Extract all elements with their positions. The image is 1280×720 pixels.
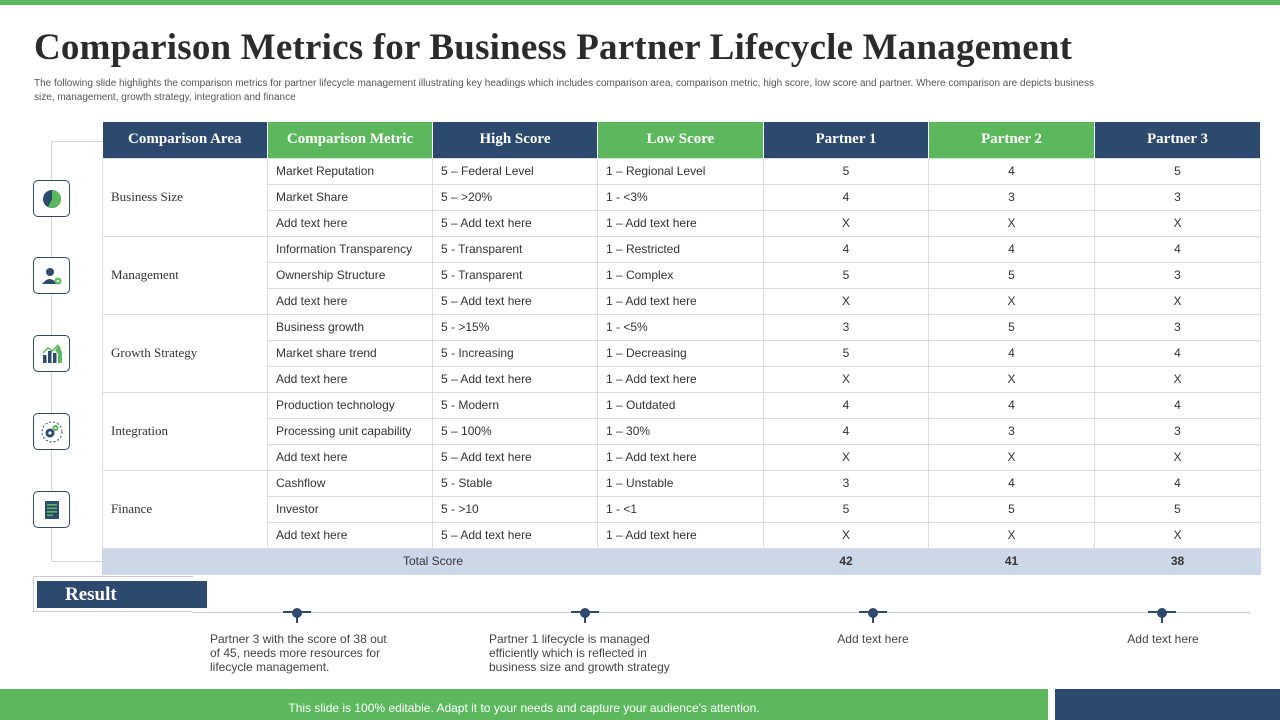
low-score-cell: 1 – Add text here [598, 210, 764, 236]
partner-2-cell: X [929, 366, 1095, 392]
pie-chart-icon [33, 180, 70, 217]
partner-3-cell: 4 [1095, 470, 1261, 496]
table-row [103, 444, 1261, 470]
total-partner-2: 41 [929, 548, 1095, 574]
high-score-cell: 5 - >10 [433, 496, 598, 522]
high-score-cell: 5 – 100% [433, 418, 598, 444]
header-low-score: Low Score [598, 122, 764, 158]
table-header-row [103, 122, 1261, 158]
metric-cell: Add text here [268, 444, 433, 470]
table-row [103, 236, 1261, 262]
table-row [103, 262, 1261, 288]
high-score-cell: 5 – Federal Level [433, 158, 598, 184]
total-score-label: Total Score [103, 548, 764, 574]
metric-cell: Market Share [268, 184, 433, 210]
partner-1-cell: 5 [764, 262, 929, 288]
partner-3-cell: 3 [1095, 314, 1261, 340]
metric-cell: Cashflow [268, 470, 433, 496]
table-row [103, 158, 1261, 184]
low-score-cell: 1 – Regional Level [598, 158, 764, 184]
high-score-cell: 5 - Transparent [433, 262, 598, 288]
high-score-cell: 5 - Transparent [433, 236, 598, 262]
header-partner-2: Partner 2 [929, 122, 1095, 158]
low-score-cell: 1 – Unstable [598, 470, 764, 496]
partner-1-cell: X [764, 366, 929, 392]
low-score-cell: 1 – Add text here [598, 366, 764, 392]
result-marker-icon [571, 608, 599, 624]
result-marker-icon [859, 608, 887, 624]
high-score-cell: 5 - Stable [433, 470, 598, 496]
metric-cell: Market Reputation [268, 158, 433, 184]
partner-2-cell: 5 [929, 496, 1095, 522]
low-score-cell: 1 - <1 [598, 496, 764, 522]
header-comparison-metric: Comparison Metric [268, 122, 433, 158]
partner-2-cell: X [929, 444, 1095, 470]
partner-3-cell: X [1095, 444, 1261, 470]
table-row [103, 392, 1261, 418]
footer-accent-block [1055, 689, 1280, 720]
result-divider [193, 612, 1251, 613]
partner-3-cell: 4 [1095, 236, 1261, 262]
result-label: Result [37, 581, 207, 608]
comparison-area-cell: Finance [103, 470, 268, 548]
metric-cell: Processing unit capability [268, 418, 433, 444]
partner-1-cell: 4 [764, 236, 929, 262]
partner-2-cell: 4 [929, 158, 1095, 184]
table-row [103, 418, 1261, 444]
partner-2-cell: 3 [929, 418, 1095, 444]
partner-1-cell: 3 [764, 314, 929, 340]
partner-3-cell: 3 [1095, 262, 1261, 288]
high-score-cell: 5 – Add text here [433, 366, 598, 392]
table-row [103, 340, 1261, 366]
low-score-cell: 1 – Decreasing [598, 340, 764, 366]
partner-1-cell: X [764, 288, 929, 314]
low-score-cell: 1 – Add text here [598, 288, 764, 314]
table-row [103, 184, 1261, 210]
result-text-1: Partner 3 with the score of 38 out of 45, needs more resources for lifecycle management. [210, 632, 387, 674]
comparison-area-cell: Growth Strategy [103, 314, 268, 392]
partner-3-cell: X [1095, 210, 1261, 236]
result-text-2: Partner 1 lifecycle is managed efficiently which is reflected in business size and growth strategy [489, 632, 670, 674]
partner-3-cell: 4 [1095, 392, 1261, 418]
partner-2-cell: 5 [929, 262, 1095, 288]
partner-1-cell: X [764, 210, 929, 236]
partner-2-cell: 4 [929, 236, 1095, 262]
total-partner-1: 42 [764, 548, 929, 574]
low-score-cell: 1 – Outdated [598, 392, 764, 418]
total-score-row [103, 548, 1261, 574]
low-score-cell: 1 – 30% [598, 418, 764, 444]
growth-chart-icon [33, 335, 70, 372]
header-comparison-area: Comparison Area [103, 122, 268, 158]
partner-2-cell: 4 [929, 470, 1095, 496]
low-score-cell: 1 – Restricted [598, 236, 764, 262]
low-score-cell: 1 - <5% [598, 314, 764, 340]
low-score-cell: 1 – Add text here [598, 522, 764, 548]
comparison-table [102, 122, 1261, 575]
partner-1-cell: X [764, 522, 929, 548]
partner-3-cell: 5 [1095, 496, 1261, 522]
partner-2-cell: X [929, 522, 1095, 548]
table-row [103, 314, 1261, 340]
comparison-area-cell: Integration [103, 392, 268, 470]
table-row [103, 470, 1261, 496]
footer-note: This slide is 100% editable. Adapt it to your needs and capture your audience's attention. [0, 689, 1048, 720]
high-score-cell: 5 - Modern [433, 392, 598, 418]
low-score-cell: 1 – Complex [598, 262, 764, 288]
header-partner-3: Partner 3 [1095, 122, 1261, 158]
metric-cell: Add text here [268, 522, 433, 548]
result-marker-icon [1148, 608, 1176, 624]
gears-icon [33, 413, 70, 450]
page-title: Comparison Metrics for Business Partner Lifecycle Management [34, 27, 1073, 68]
total-partner-3: 38 [1095, 548, 1261, 574]
partner-2-cell: 4 [929, 340, 1095, 366]
high-score-cell: 5 - >15% [433, 314, 598, 340]
result-text-4: Add text here [1127, 632, 1199, 646]
partner-2-cell: 4 [929, 392, 1095, 418]
high-score-cell: 5 – Add text here [433, 522, 598, 548]
high-score-cell: 5 – Add text here [433, 288, 598, 314]
metric-cell: Market share trend [268, 340, 433, 366]
table-row [103, 496, 1261, 522]
partner-3-cell: 4 [1095, 340, 1261, 366]
partner-2-cell: 3 [929, 184, 1095, 210]
partner-3-cell: 5 [1095, 158, 1261, 184]
metric-cell: Add text here [268, 366, 433, 392]
partner-3-cell: 3 [1095, 184, 1261, 210]
low-score-cell: 1 - <3% [598, 184, 764, 210]
metric-cell: Production technology [268, 392, 433, 418]
low-score-cell: 1 – Add text here [598, 444, 764, 470]
partner-1-cell: 5 [764, 340, 929, 366]
user-settings-icon [33, 257, 70, 294]
partner-3-cell: X [1095, 522, 1261, 548]
table-body [103, 158, 1261, 548]
metric-cell: Business growth [268, 314, 433, 340]
comparison-area-cell: Business Size [103, 158, 268, 236]
document-icon [33, 491, 70, 528]
partner-1-cell: 3 [764, 470, 929, 496]
high-score-cell: 5 – >20% [433, 184, 598, 210]
result-text-3: Add text here [837, 632, 909, 646]
partner-2-cell: 5 [929, 314, 1095, 340]
comparison-area-cell: Management [103, 236, 268, 314]
top-accent-bar [0, 0, 1280, 5]
partner-1-cell: X [764, 444, 929, 470]
table-row [103, 288, 1261, 314]
partner-1-cell: 4 [764, 184, 929, 210]
header-high-score: High Score [433, 122, 598, 158]
partner-1-cell: 5 [764, 158, 929, 184]
metric-cell: Add text here [268, 288, 433, 314]
metric-cell: Add text here [268, 210, 433, 236]
partner-2-cell: X [929, 210, 1095, 236]
partner-1-cell: 4 [764, 392, 929, 418]
metric-cell: Ownership Structure [268, 262, 433, 288]
rail-connector-bottom [51, 561, 102, 562]
table-row [103, 366, 1261, 392]
partner-3-cell: X [1095, 288, 1261, 314]
result-marker-icon [283, 608, 311, 624]
high-score-cell: 5 - Increasing [433, 340, 598, 366]
partner-2-cell: X [929, 288, 1095, 314]
high-score-cell: 5 – Add text here [433, 210, 598, 236]
partner-3-cell: 3 [1095, 418, 1261, 444]
rail-connector-top [51, 141, 102, 142]
page-subtitle: The following slide highlights the comparison metrics for partner lifecycle management illustrating key headings which includes comparison area, comparison metric, high score, low score and partner. Where comparison are depicts business size, management, growth strategy, integration and finance [34, 78, 1094, 103]
metric-cell: Investor [268, 496, 433, 522]
table-row [103, 522, 1261, 548]
header-partner-1: Partner 1 [764, 122, 929, 158]
partner-3-cell: X [1095, 366, 1261, 392]
partner-1-cell: 4 [764, 418, 929, 444]
high-score-cell: 5 – Add text here [433, 444, 598, 470]
metric-cell: Information Transparency [268, 236, 433, 262]
table-row [103, 210, 1261, 236]
partner-1-cell: 5 [764, 496, 929, 522]
